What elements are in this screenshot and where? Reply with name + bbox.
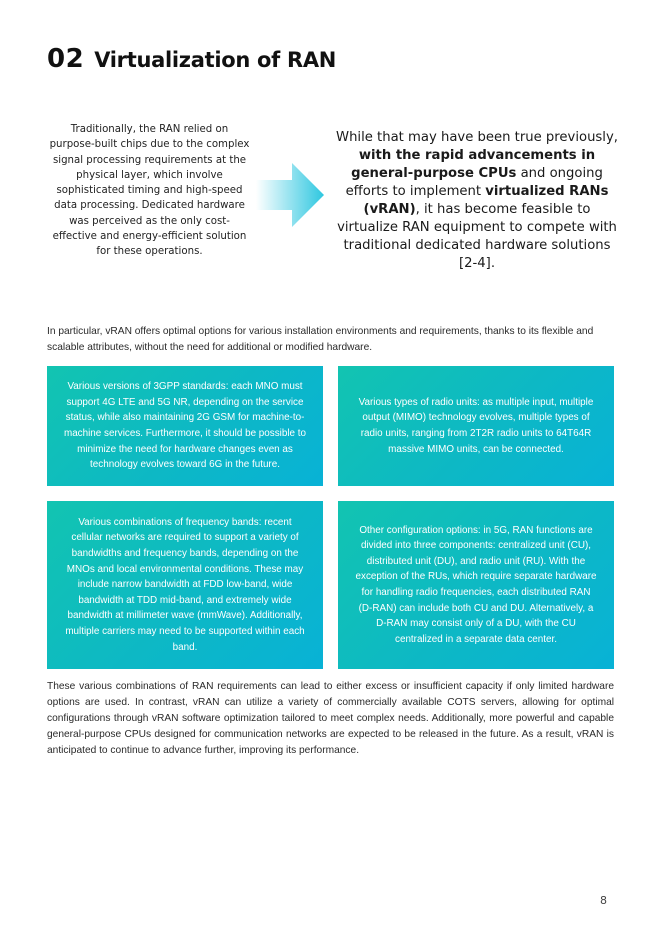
section-number: 02 bbox=[47, 44, 85, 74]
paragraph-flexibility: In particular, vRAN offers optimal options for various installation environments and requirements, thanks to its flexible and scalable attributes, without the need for additional or modified hardware. bbox=[47, 326, 594, 353]
intro-right-bold1: with the rapid advancements in general-purpose CPUs bbox=[351, 148, 596, 181]
card-text: Various types of radio units: as multiple input, multiple output (MIMO) technology evolves, multiple types of radio units, ranging from 2T2R radio units to 64T64R massive MIMO units, can be connected. bbox=[358, 396, 594, 455]
card-text: Various combinations of frequency bands: recent cellular networks are required to support a variety of bandwidths and frequency bands, depending on the MNOs and local environmental conditions. These may include narrow bandwidth at FDD low-band, wide bandwidth at TDD mid-band, and extremely wide bandwidth at millimeter wave (mmWave). Additionally, multiple carriers may need to be supported within each band. bbox=[65, 516, 305, 653]
card-frequency-bands bbox=[47, 501, 323, 669]
intro-right-part1: While that may have been true previously, bbox=[336, 130, 618, 145]
card-text: Other configuration options: in 5G, RAN functions are divided into three components: centralized unit (CU), distributed unit (DU), and radio unit (RU). With the exception of the RUs, which require separate hardware for handling radio frequencies, each distributed RAN (D-RAN) can include both CU and DU. Alternatively, a D-RAN may consist only of a DU, with the CU centralized in a separate data center. bbox=[355, 524, 597, 645]
intro-left-text: Traditionally, the RAN relied on purpose-built chips due to the complex signal processing requirements at the physical layer, which involve sophisticated timing and high-speed data processing. Dedicated hardware was perceived as the only cost-effective and energy-efficient solution for these operations. bbox=[49, 124, 250, 258]
card-radio-units bbox=[338, 366, 614, 486]
card-3gpp-standards bbox=[47, 366, 323, 486]
section-title: Virtualization of RAN bbox=[94, 48, 337, 72]
card-text: Various versions of 3GPP standards: each MNO must support 4G LTE and 5G NR, depending on the service status, while also maintaining 2G GSM for machine-to-machine services. Furthermore, it should be possible to minimize the need for hardware changes even as technology evolves toward 6G in the future. bbox=[63, 381, 307, 471]
section-heading bbox=[47, 44, 336, 74]
intro-right-text bbox=[334, 129, 620, 273]
page-number: 8 bbox=[600, 894, 607, 907]
intro-right-part2: and ongoing efforts to implement bbox=[345, 166, 603, 199]
arrow-right-icon bbox=[256, 163, 324, 227]
intro-right-part3: , it has become feasible to virtualize RAN equipment to compete with traditional dedicated hardware solutions [2-4]. bbox=[337, 202, 617, 271]
paragraph-conclusion: These various combinations of RAN requirements can lead to either excess or insufficient capacity if only limited hardware options are used. In contrast, vRAN can utilize a variety of commercially available COTS servers, allowing for optimal configurations through vRAN software optimization tailored to meet complex needs. Additionally, more powerful and capable general-purpose CPUs designed for communication networks are expected to be released in the future. As a result, vRAN is anticipated to continue to advance further, improving its performance. bbox=[47, 681, 614, 756]
intro-right-bold2: virtualized RANs (vRAN) bbox=[363, 184, 609, 217]
card-configuration-options bbox=[338, 501, 614, 669]
